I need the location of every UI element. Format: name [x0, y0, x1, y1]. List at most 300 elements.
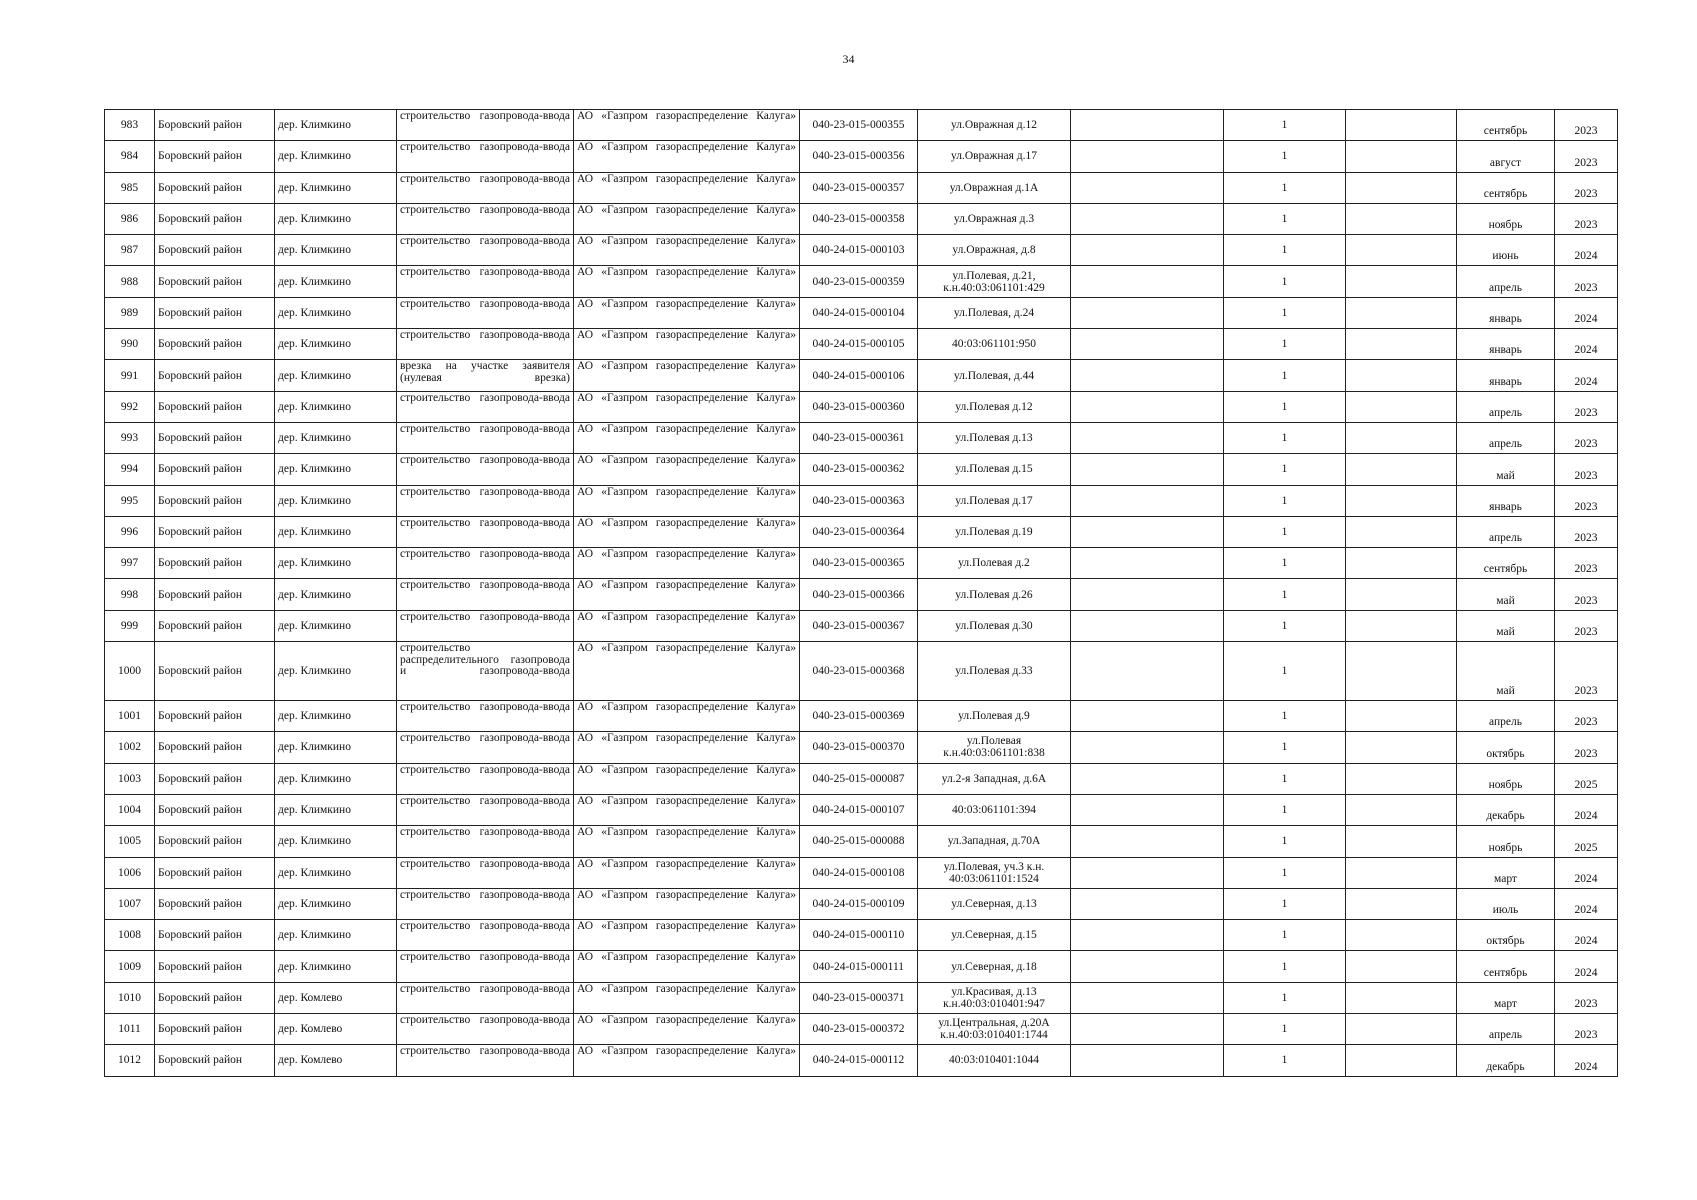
year-cell: 2023 — [1555, 579, 1618, 610]
row-number-cell: 991 — [105, 360, 155, 391]
empty-cell — [1071, 888, 1224, 919]
registry-code-cell: 040-23-015-000360 — [800, 391, 918, 422]
organization-cell: АО «Газпром газораспределение Калуга» — [574, 266, 800, 297]
empty-cell — [1346, 454, 1457, 485]
registry-code-cell: 040-23-015-000369 — [800, 701, 918, 732]
work-type-cell: строительство газопровода-ввода — [397, 235, 574, 266]
table-row — [105, 701, 1618, 732]
empty-cell — [1346, 235, 1457, 266]
registry-code-cell: 040-23-015-000367 — [800, 610, 918, 641]
district-cell: Боровский район — [155, 1045, 275, 1076]
year-cell: 2023 — [1555, 203, 1618, 234]
year-cell: 2024 — [1555, 920, 1618, 951]
settlement-cell: дер. Климкино — [275, 579, 397, 610]
count-cell: 1 — [1224, 454, 1346, 485]
count-cell: 1 — [1224, 826, 1346, 857]
page-number: 34 — [842, 52, 855, 66]
work-type-cell: строительство газопровода-ввода — [397, 266, 574, 297]
district-cell: Боровский район — [155, 203, 275, 234]
registry-table — [104, 109, 1618, 1077]
year-cell: 2024 — [1555, 360, 1618, 391]
work-type-cell: строительство газопровода-ввода — [397, 826, 574, 857]
row-number-cell: 996 — [105, 516, 155, 547]
year-cell: 2025 — [1555, 763, 1618, 794]
count-cell: 1 — [1224, 888, 1346, 919]
settlement-cell: дер. Климкино — [275, 141, 397, 172]
year-cell: 2023 — [1555, 701, 1618, 732]
registry-code-cell: 040-24-015-000106 — [800, 360, 918, 391]
organization-cell: АО «Газпром газораспределение Калуга» — [574, 920, 800, 951]
empty-cell — [1346, 920, 1457, 951]
work-type-cell: строительство газопровода-ввода — [397, 888, 574, 919]
settlement-cell: дер. Климкино — [275, 826, 397, 857]
district-cell: Боровский район — [155, 982, 275, 1013]
address-cell: ул.Полевая д.13 — [918, 422, 1071, 453]
year-cell: 2024 — [1555, 297, 1618, 328]
work-type-cell: строительство газопровода-ввода — [397, 297, 574, 328]
organization-cell: АО «Газпром газораспределение Калуга» — [574, 732, 800, 763]
settlement-cell: дер. Климкино — [275, 235, 397, 266]
empty-cell — [1346, 857, 1457, 888]
count-cell: 1 — [1224, 920, 1346, 951]
work-type-cell: строительство газопровода-ввода — [397, 516, 574, 547]
count-cell: 1 — [1224, 141, 1346, 172]
address-cell: ул.Овражная д.17 — [918, 141, 1071, 172]
month-cell: апрель — [1457, 701, 1555, 732]
month-cell: январь — [1457, 485, 1555, 516]
empty-cell — [1071, 857, 1224, 888]
row-number-cell: 986 — [105, 203, 155, 234]
year-cell: 2023 — [1555, 732, 1618, 763]
empty-cell — [1346, 763, 1457, 794]
work-type-cell: строительство газопровода-ввода — [397, 701, 574, 732]
settlement-cell: дер. Комлево — [275, 1045, 397, 1076]
district-cell: Боровский район — [155, 454, 275, 485]
table-row — [105, 203, 1618, 234]
empty-cell — [1071, 826, 1224, 857]
organization-cell: АО «Газпром газораспределение Калуга» — [574, 172, 800, 203]
empty-cell — [1071, 1014, 1224, 1045]
table-row — [105, 422, 1618, 453]
district-cell: Боровский район — [155, 642, 275, 701]
settlement-cell: дер. Климкино — [275, 610, 397, 641]
settlement-cell: дер. Климкино — [275, 360, 397, 391]
work-type-cell: строительство газопровода-ввода — [397, 794, 574, 825]
empty-cell — [1071, 110, 1224, 141]
empty-cell — [1346, 172, 1457, 203]
row-number-cell: 1010 — [105, 982, 155, 1013]
registry-code-cell: 040-24-015-000112 — [800, 1045, 918, 1076]
table-row — [105, 141, 1618, 172]
year-cell: 2023 — [1555, 110, 1618, 141]
row-number-cell: 999 — [105, 610, 155, 641]
month-cell: август — [1457, 141, 1555, 172]
settlement-cell: дер. Климкино — [275, 454, 397, 485]
district-cell: Боровский район — [155, 172, 275, 203]
row-number-cell: 1001 — [105, 701, 155, 732]
address-cell: ул.Северная, д.13 — [918, 888, 1071, 919]
count-cell: 1 — [1224, 329, 1346, 360]
registry-code-cell: 040-23-015-000356 — [800, 141, 918, 172]
registry-code-cell: 040-24-015-000109 — [800, 888, 918, 919]
table-row — [105, 360, 1618, 391]
month-cell: апрель — [1457, 516, 1555, 547]
table-row — [105, 297, 1618, 328]
settlement-cell: дер. Климкино — [275, 794, 397, 825]
address-cell: ул.Полевая, уч.3 к.н. 40:03:061101:1524 — [918, 857, 1071, 888]
registry-code-cell: 040-23-015-000357 — [800, 172, 918, 203]
address-cell: ул.Северная, д.15 — [918, 920, 1071, 951]
organization-cell: АО «Газпром газораспределение Калуга» — [574, 610, 800, 641]
empty-cell — [1071, 982, 1224, 1013]
empty-cell — [1071, 203, 1224, 234]
month-cell: май — [1457, 454, 1555, 485]
address-cell: ул.Овражная д.1А — [918, 172, 1071, 203]
empty-cell — [1071, 454, 1224, 485]
district-cell: Боровский район — [155, 485, 275, 516]
empty-cell — [1071, 951, 1224, 982]
empty-cell — [1071, 701, 1224, 732]
table-row — [105, 235, 1618, 266]
organization-cell: АО «Газпром газораспределение Калуга» — [574, 235, 800, 266]
settlement-cell: дер. Климкино — [275, 951, 397, 982]
district-cell: Боровский район — [155, 579, 275, 610]
organization-cell: АО «Газпром газораспределение Калуга» — [574, 391, 800, 422]
table-row — [105, 172, 1618, 203]
row-number-cell: 998 — [105, 579, 155, 610]
month-cell: сентябрь — [1457, 110, 1555, 141]
empty-cell — [1071, 485, 1224, 516]
row-number-cell: 987 — [105, 235, 155, 266]
address-cell: ул.Северная, д.18 — [918, 951, 1071, 982]
empty-cell — [1071, 794, 1224, 825]
address-cell: 40:03:061101:394 — [918, 794, 1071, 825]
empty-cell — [1346, 391, 1457, 422]
empty-cell — [1346, 579, 1457, 610]
table-row — [105, 888, 1618, 919]
organization-cell: АО «Газпром газораспределение Калуга» — [574, 454, 800, 485]
address-cell: ул.Западная, д.70А — [918, 826, 1071, 857]
settlement-cell: дер. Климкино — [275, 920, 397, 951]
empty-cell — [1071, 548, 1224, 579]
work-type-cell: строительство газопровода-ввода — [397, 548, 574, 579]
empty-cell — [1346, 422, 1457, 453]
row-number-cell: 1012 — [105, 1045, 155, 1076]
empty-cell — [1071, 642, 1224, 701]
district-cell: Боровский район — [155, 857, 275, 888]
settlement-cell: дер. Климкино — [275, 701, 397, 732]
registry-code-cell: 040-24-015-000103 — [800, 235, 918, 266]
address-cell: ул.Овражная д.12 — [918, 110, 1071, 141]
work-type-cell: строительство газопровода-ввода — [397, 203, 574, 234]
year-cell: 2023 — [1555, 516, 1618, 547]
registry-code-cell: 040-23-015-000362 — [800, 454, 918, 485]
year-cell: 2023 — [1555, 1014, 1618, 1045]
address-cell: ул.Центральная, д.20А к.н.40:03:010401:1744 — [918, 1014, 1071, 1045]
registry-code-cell: 040-23-015-000361 — [800, 422, 918, 453]
empty-cell — [1346, 110, 1457, 141]
empty-cell — [1071, 732, 1224, 763]
empty-cell — [1346, 516, 1457, 547]
row-number-cell: 992 — [105, 391, 155, 422]
registry-code-cell: 040-24-015-000110 — [800, 920, 918, 951]
empty-cell — [1346, 141, 1457, 172]
table-row — [105, 826, 1618, 857]
month-cell: ноябрь — [1457, 763, 1555, 794]
district-cell: Боровский район — [155, 548, 275, 579]
table-row — [105, 1045, 1618, 1076]
work-type-cell: строительство газопровода-ввода — [397, 763, 574, 794]
empty-cell — [1071, 610, 1224, 641]
district-cell: Боровский район — [155, 794, 275, 825]
month-cell: апрель — [1457, 1014, 1555, 1045]
address-cell: ул.Полевая д.30 — [918, 610, 1071, 641]
organization-cell: АО «Газпром газораспределение Калуга» — [574, 579, 800, 610]
registry-code-cell: 040-25-015-000087 — [800, 763, 918, 794]
organization-cell: АО «Газпром газораспределение Калуга» — [574, 141, 800, 172]
count-cell: 1 — [1224, 266, 1346, 297]
empty-cell — [1346, 329, 1457, 360]
empty-cell — [1071, 235, 1224, 266]
month-cell: декабрь — [1457, 794, 1555, 825]
settlement-cell: дер. Климкино — [275, 110, 397, 141]
row-number-cell: 1002 — [105, 732, 155, 763]
year-cell: 2023 — [1555, 172, 1618, 203]
work-type-cell: строительство газопровода-ввода — [397, 485, 574, 516]
registry-code-cell: 040-23-015-000368 — [800, 642, 918, 701]
count-cell: 1 — [1224, 485, 1346, 516]
settlement-cell: дер. Климкино — [275, 422, 397, 453]
year-cell: 2023 — [1555, 548, 1618, 579]
organization-cell: АО «Газпром газораспределение Калуга» — [574, 110, 800, 141]
work-type-cell: строительство газопровода-ввода — [397, 920, 574, 951]
month-cell: сентябрь — [1457, 172, 1555, 203]
row-number-cell: 1000 — [105, 642, 155, 701]
settlement-cell: дер. Климкино — [275, 548, 397, 579]
empty-cell — [1346, 982, 1457, 1013]
empty-cell — [1346, 610, 1457, 641]
row-number-cell: 984 — [105, 141, 155, 172]
count-cell: 1 — [1224, 203, 1346, 234]
address-cell: ул.Полевая д.33 — [918, 642, 1071, 701]
empty-cell — [1346, 701, 1457, 732]
count-cell: 1 — [1224, 422, 1346, 453]
empty-cell — [1071, 266, 1224, 297]
table-row — [105, 794, 1618, 825]
district-cell: Боровский район — [155, 110, 275, 141]
organization-cell: АО «Газпром газораспределение Калуга» — [574, 888, 800, 919]
work-type-cell: строительство газопровода-ввода — [397, 454, 574, 485]
organization-cell: АО «Газпром газораспределение Калуга» — [574, 1045, 800, 1076]
settlement-cell: дер. Комлево — [275, 1014, 397, 1045]
year-cell: 2025 — [1555, 826, 1618, 857]
empty-cell — [1071, 422, 1224, 453]
work-type-cell: строительство газопровода-ввода — [397, 610, 574, 641]
year-cell: 2023 — [1555, 485, 1618, 516]
empty-cell — [1346, 203, 1457, 234]
count-cell: 1 — [1224, 610, 1346, 641]
district-cell: Боровский район — [155, 141, 275, 172]
table-row — [105, 391, 1618, 422]
table-row — [105, 548, 1618, 579]
empty-cell — [1346, 888, 1457, 919]
table-row — [105, 454, 1618, 485]
address-cell: ул.Полевая д.26 — [918, 579, 1071, 610]
count-cell: 1 — [1224, 1014, 1346, 1045]
month-cell: январь — [1457, 297, 1555, 328]
registry-code-cell: 040-24-015-000108 — [800, 857, 918, 888]
count-cell: 1 — [1224, 391, 1346, 422]
registry-code-cell: 040-23-015-000372 — [800, 1014, 918, 1045]
address-cell: ул.Полевая д.19 — [918, 516, 1071, 547]
settlement-cell: дер. Климкино — [275, 485, 397, 516]
row-number-cell: 1003 — [105, 763, 155, 794]
row-number-cell: 1009 — [105, 951, 155, 982]
registry-code-cell: 040-24-015-000104 — [800, 297, 918, 328]
address-cell: ул.Овражная д.3 — [918, 203, 1071, 234]
empty-cell — [1071, 1045, 1224, 1076]
district-cell: Боровский район — [155, 391, 275, 422]
empty-cell — [1346, 360, 1457, 391]
empty-cell — [1071, 329, 1224, 360]
empty-cell — [1071, 172, 1224, 203]
registry-table-container — [104, 109, 1600, 1077]
month-cell: январь — [1457, 360, 1555, 391]
month-cell: июль — [1457, 888, 1555, 919]
registry-code-cell: 040-23-015-000358 — [800, 203, 918, 234]
month-cell: сентябрь — [1457, 951, 1555, 982]
empty-cell — [1346, 794, 1457, 825]
month-cell: май — [1457, 610, 1555, 641]
empty-cell — [1071, 141, 1224, 172]
row-number-cell: 990 — [105, 329, 155, 360]
organization-cell: АО «Газпром газораспределение Калуга» — [574, 1014, 800, 1045]
count-cell: 1 — [1224, 110, 1346, 141]
work-type-cell: строительство газопровода-ввода — [397, 951, 574, 982]
row-number-cell: 1004 — [105, 794, 155, 825]
month-cell: сентябрь — [1457, 548, 1555, 579]
table-row — [105, 763, 1618, 794]
address-cell: ул.Овражная, д.8 — [918, 235, 1071, 266]
organization-cell: АО «Газпром газораспределение Калуга» — [574, 548, 800, 579]
registry-code-cell: 040-24-015-000105 — [800, 329, 918, 360]
year-cell: 2024 — [1555, 794, 1618, 825]
settlement-cell: дер. Климкино — [275, 391, 397, 422]
address-cell: ул.Полевая к.н.40:03:061101:838 — [918, 732, 1071, 763]
empty-cell — [1346, 826, 1457, 857]
year-cell: 2023 — [1555, 391, 1618, 422]
district-cell: Боровский район — [155, 422, 275, 453]
month-cell: январь — [1457, 329, 1555, 360]
organization-cell: АО «Газпром газораспределение Калуга» — [574, 826, 800, 857]
count-cell: 1 — [1224, 857, 1346, 888]
address-cell: ул.Полевая д.15 — [918, 454, 1071, 485]
empty-cell — [1071, 763, 1224, 794]
count-cell: 1 — [1224, 235, 1346, 266]
organization-cell: АО «Газпром газораспределение Калуга» — [574, 951, 800, 982]
month-cell: март — [1457, 857, 1555, 888]
address-cell: ул.Полевая д.17 — [918, 485, 1071, 516]
empty-cell — [1346, 266, 1457, 297]
count-cell: 1 — [1224, 642, 1346, 701]
year-cell: 2024 — [1555, 888, 1618, 919]
empty-cell — [1071, 391, 1224, 422]
settlement-cell: дер. Климкино — [275, 297, 397, 328]
organization-cell: АО «Газпром газораспределение Калуга» — [574, 982, 800, 1013]
settlement-cell: дер. Климкино — [275, 763, 397, 794]
organization-cell: АО «Газпром газораспределение Калуга» — [574, 422, 800, 453]
settlement-cell: дер. Климкино — [275, 266, 397, 297]
address-cell: ул.2-я Западная, д.6А — [918, 763, 1071, 794]
district-cell: Боровский район — [155, 266, 275, 297]
settlement-cell: дер. Климкино — [275, 857, 397, 888]
work-type-cell: строительство газопровода-ввода — [397, 329, 574, 360]
table-row — [105, 642, 1618, 701]
registry-code-cell: 040-23-015-000363 — [800, 485, 918, 516]
row-number-cell: 1008 — [105, 920, 155, 951]
address-cell: 40:03:061101:950 — [918, 329, 1071, 360]
count-cell: 1 — [1224, 172, 1346, 203]
table-row — [105, 329, 1618, 360]
address-cell: ул.Полевая д.2 — [918, 548, 1071, 579]
count-cell: 1 — [1224, 701, 1346, 732]
district-cell: Боровский район — [155, 297, 275, 328]
count-cell: 1 — [1224, 1045, 1346, 1076]
row-number-cell: 989 — [105, 297, 155, 328]
table-row — [105, 857, 1618, 888]
address-cell: ул.Полевая, д.21, к.н.40:03:061101:429 — [918, 266, 1071, 297]
district-cell: Боровский район — [155, 888, 275, 919]
registry-code-cell: 040-23-015-000359 — [800, 266, 918, 297]
district-cell: Боровский район — [155, 763, 275, 794]
district-cell: Боровский район — [155, 516, 275, 547]
row-number-cell: 995 — [105, 485, 155, 516]
organization-cell: АО «Газпром газораспределение Калуга» — [574, 642, 800, 701]
registry-code-cell: 040-23-015-000371 — [800, 982, 918, 1013]
row-number-cell: 1011 — [105, 1014, 155, 1045]
month-cell: апрель — [1457, 266, 1555, 297]
month-cell: октябрь — [1457, 732, 1555, 763]
count-cell: 1 — [1224, 982, 1346, 1013]
organization-cell: АО «Газпром газораспределение Калуга» — [574, 857, 800, 888]
work-type-cell: строительство газопровода-ввода — [397, 579, 574, 610]
count-cell: 1 — [1224, 763, 1346, 794]
table-row — [105, 951, 1618, 982]
table-row — [105, 110, 1618, 141]
organization-cell: АО «Газпром газораспределение Калуга» — [574, 203, 800, 234]
year-cell: 2024 — [1555, 235, 1618, 266]
empty-cell — [1346, 642, 1457, 701]
row-number-cell: 1007 — [105, 888, 155, 919]
organization-cell: АО «Газпром газораспределение Калуга» — [574, 329, 800, 360]
month-cell: апрель — [1457, 391, 1555, 422]
count-cell: 1 — [1224, 951, 1346, 982]
settlement-cell: дер. Климкино — [275, 329, 397, 360]
year-cell: 2023 — [1555, 610, 1618, 641]
work-type-cell: строительство газопровода-ввода — [397, 172, 574, 203]
work-type-cell: строительство газопровода-ввода — [397, 422, 574, 453]
organization-cell: АО «Газпром газораспределение Калуга» — [574, 763, 800, 794]
row-number-cell: 994 — [105, 454, 155, 485]
district-cell: Боровский район — [155, 920, 275, 951]
address-cell: ул.Полевая д.9 — [918, 701, 1071, 732]
row-number-cell: 983 — [105, 110, 155, 141]
count-cell: 1 — [1224, 297, 1346, 328]
month-cell: май — [1457, 642, 1555, 701]
address-cell: ул.Полевая, д.44 — [918, 360, 1071, 391]
work-type-cell: строительство газопровода-ввода — [397, 1045, 574, 1076]
row-number-cell: 997 — [105, 548, 155, 579]
